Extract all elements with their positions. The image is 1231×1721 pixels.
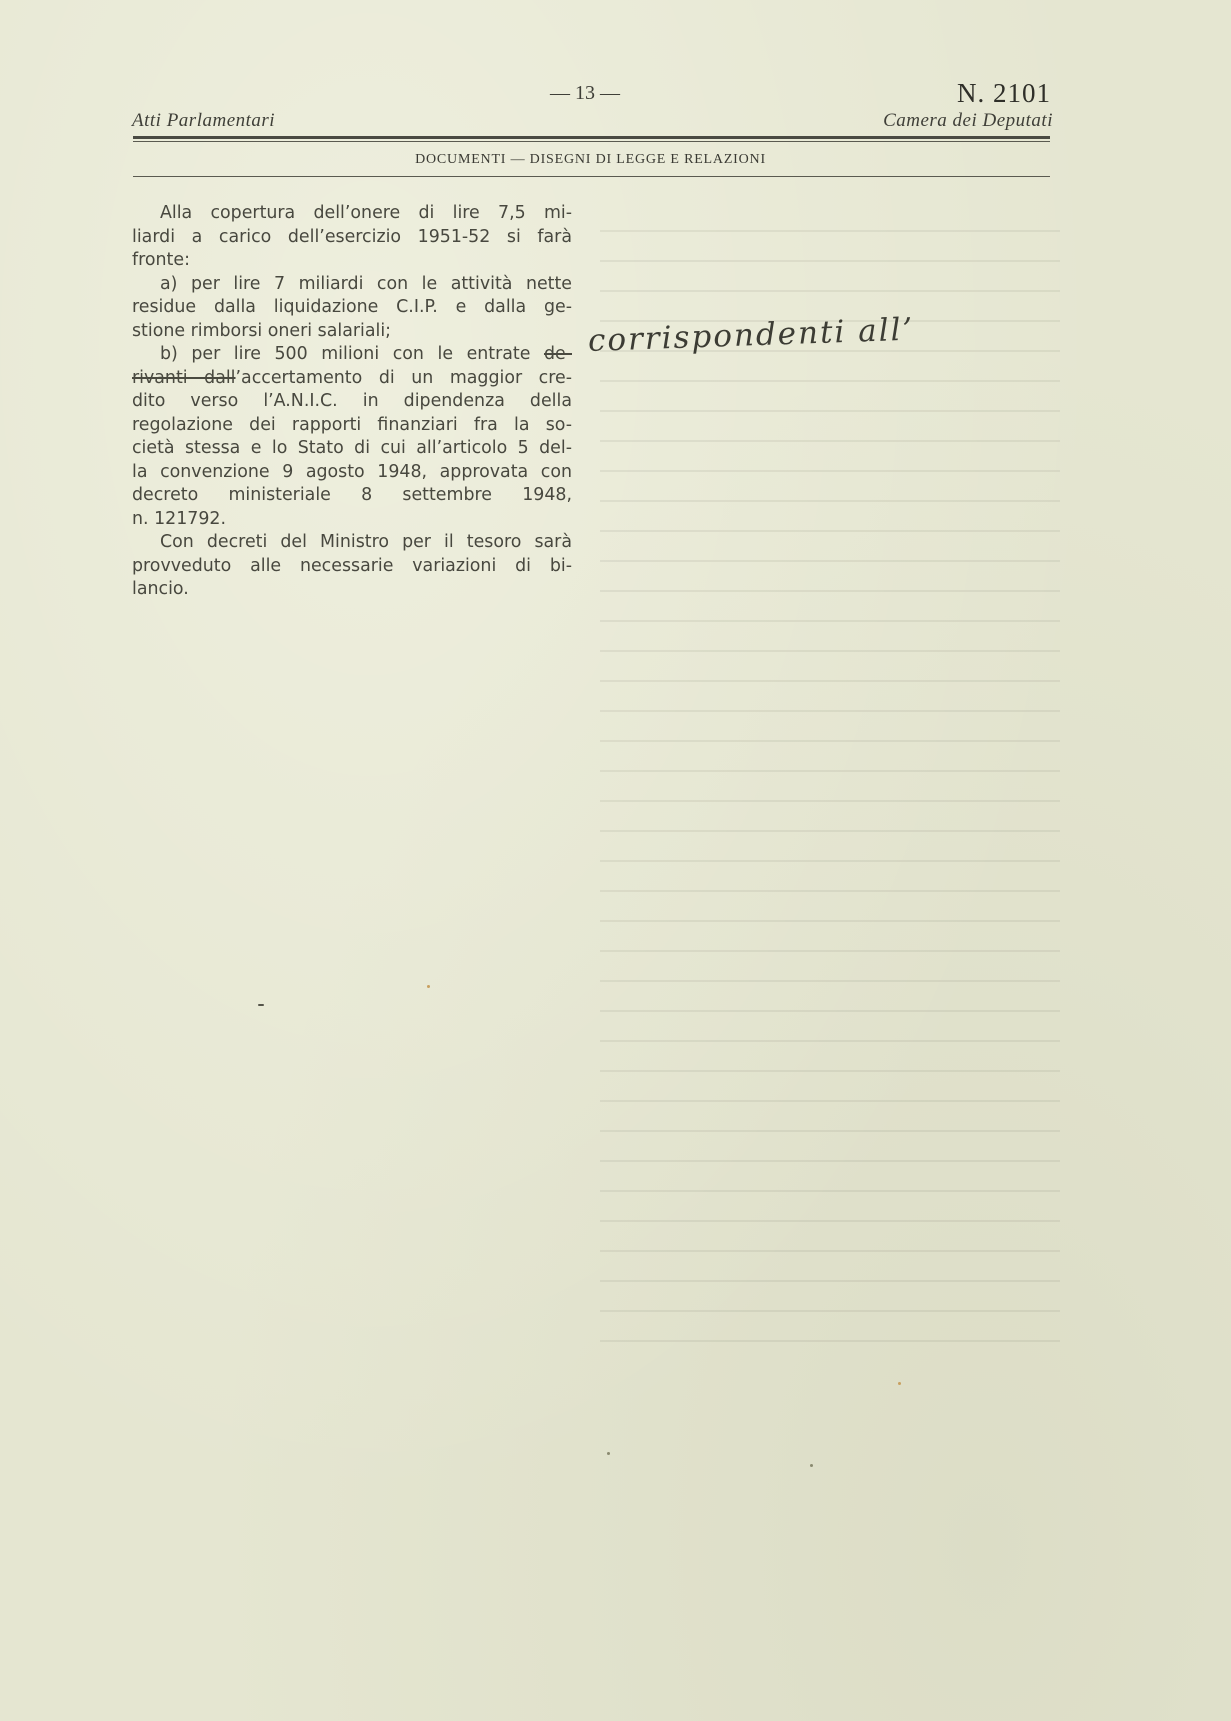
paper-speck bbox=[258, 1004, 264, 1006]
paper-speck bbox=[898, 1382, 901, 1385]
paper-speck bbox=[810, 1464, 813, 1467]
paper-speck bbox=[607, 1452, 610, 1455]
show-through-text bbox=[600, 230, 1060, 1430]
text-line: cietà stessa e lo Stato di cui all’articolo 5 del- bbox=[132, 438, 572, 458]
text-line: la convenzione 9 agosto 1948, approvata con bbox=[132, 461, 572, 482]
body-text bbox=[132, 202, 572, 602]
text-line: lancio. bbox=[132, 579, 189, 599]
text-line: a) per lire 7 miliardi con le attività nette bbox=[160, 273, 572, 294]
paper-speck bbox=[427, 985, 430, 988]
header-right-title: Camera dei Deputati bbox=[883, 110, 1053, 131]
header-rule-thin bbox=[133, 141, 1050, 142]
text-line: Con decreti del Ministro per il tesoro sarà bbox=[160, 532, 572, 552]
header-rule-thick bbox=[133, 136, 1050, 139]
text-line: stione rimborsi oneri salariali; bbox=[132, 320, 392, 341]
text-line: n. 121792. bbox=[132, 508, 226, 529]
text-line bbox=[132, 367, 572, 391]
text-line: Alla copertura dell’onere di lire 7,5 mi- bbox=[160, 203, 572, 223]
text-line: residue dalla liquidazione C.I.P. e dalla ge- bbox=[132, 297, 572, 317]
text-line: liardi a carico dell’esercizio 1951-52 si farà bbox=[132, 226, 572, 247]
page-number: — 13 — bbox=[550, 82, 620, 104]
section-title: DOCUMENTI — DISEGNI DI LEGGE E RELAZIONI bbox=[415, 152, 766, 167]
handwritten-annotation: corrispondenti all’ bbox=[587, 311, 915, 359]
header-left-title: Atti Parlamentari bbox=[132, 110, 276, 131]
struck-text: de- bbox=[543, 344, 572, 364]
section-rule bbox=[133, 176, 1050, 177]
text-line bbox=[132, 343, 572, 367]
text-line: fronte: bbox=[132, 250, 190, 270]
text-fragment: b) per lire 500 milioni con le entrate bbox=[160, 344, 544, 364]
text-line: regolazione dei rapporti finanziari fra la so- bbox=[132, 414, 572, 435]
text-line: dito verso l’A.N.I.C. in dipendenza della bbox=[132, 391, 572, 411]
document-number: N. 2101 bbox=[957, 78, 1051, 108]
text-line: decreto ministeriale 8 settembre 1948, bbox=[132, 485, 572, 505]
struck-text: rivanti dall bbox=[132, 367, 236, 388]
text-line: provveduto alle necessarie variazioni di bi- bbox=[132, 555, 572, 576]
text-fragment: ’accertamento di un maggior cre- bbox=[235, 367, 572, 388]
